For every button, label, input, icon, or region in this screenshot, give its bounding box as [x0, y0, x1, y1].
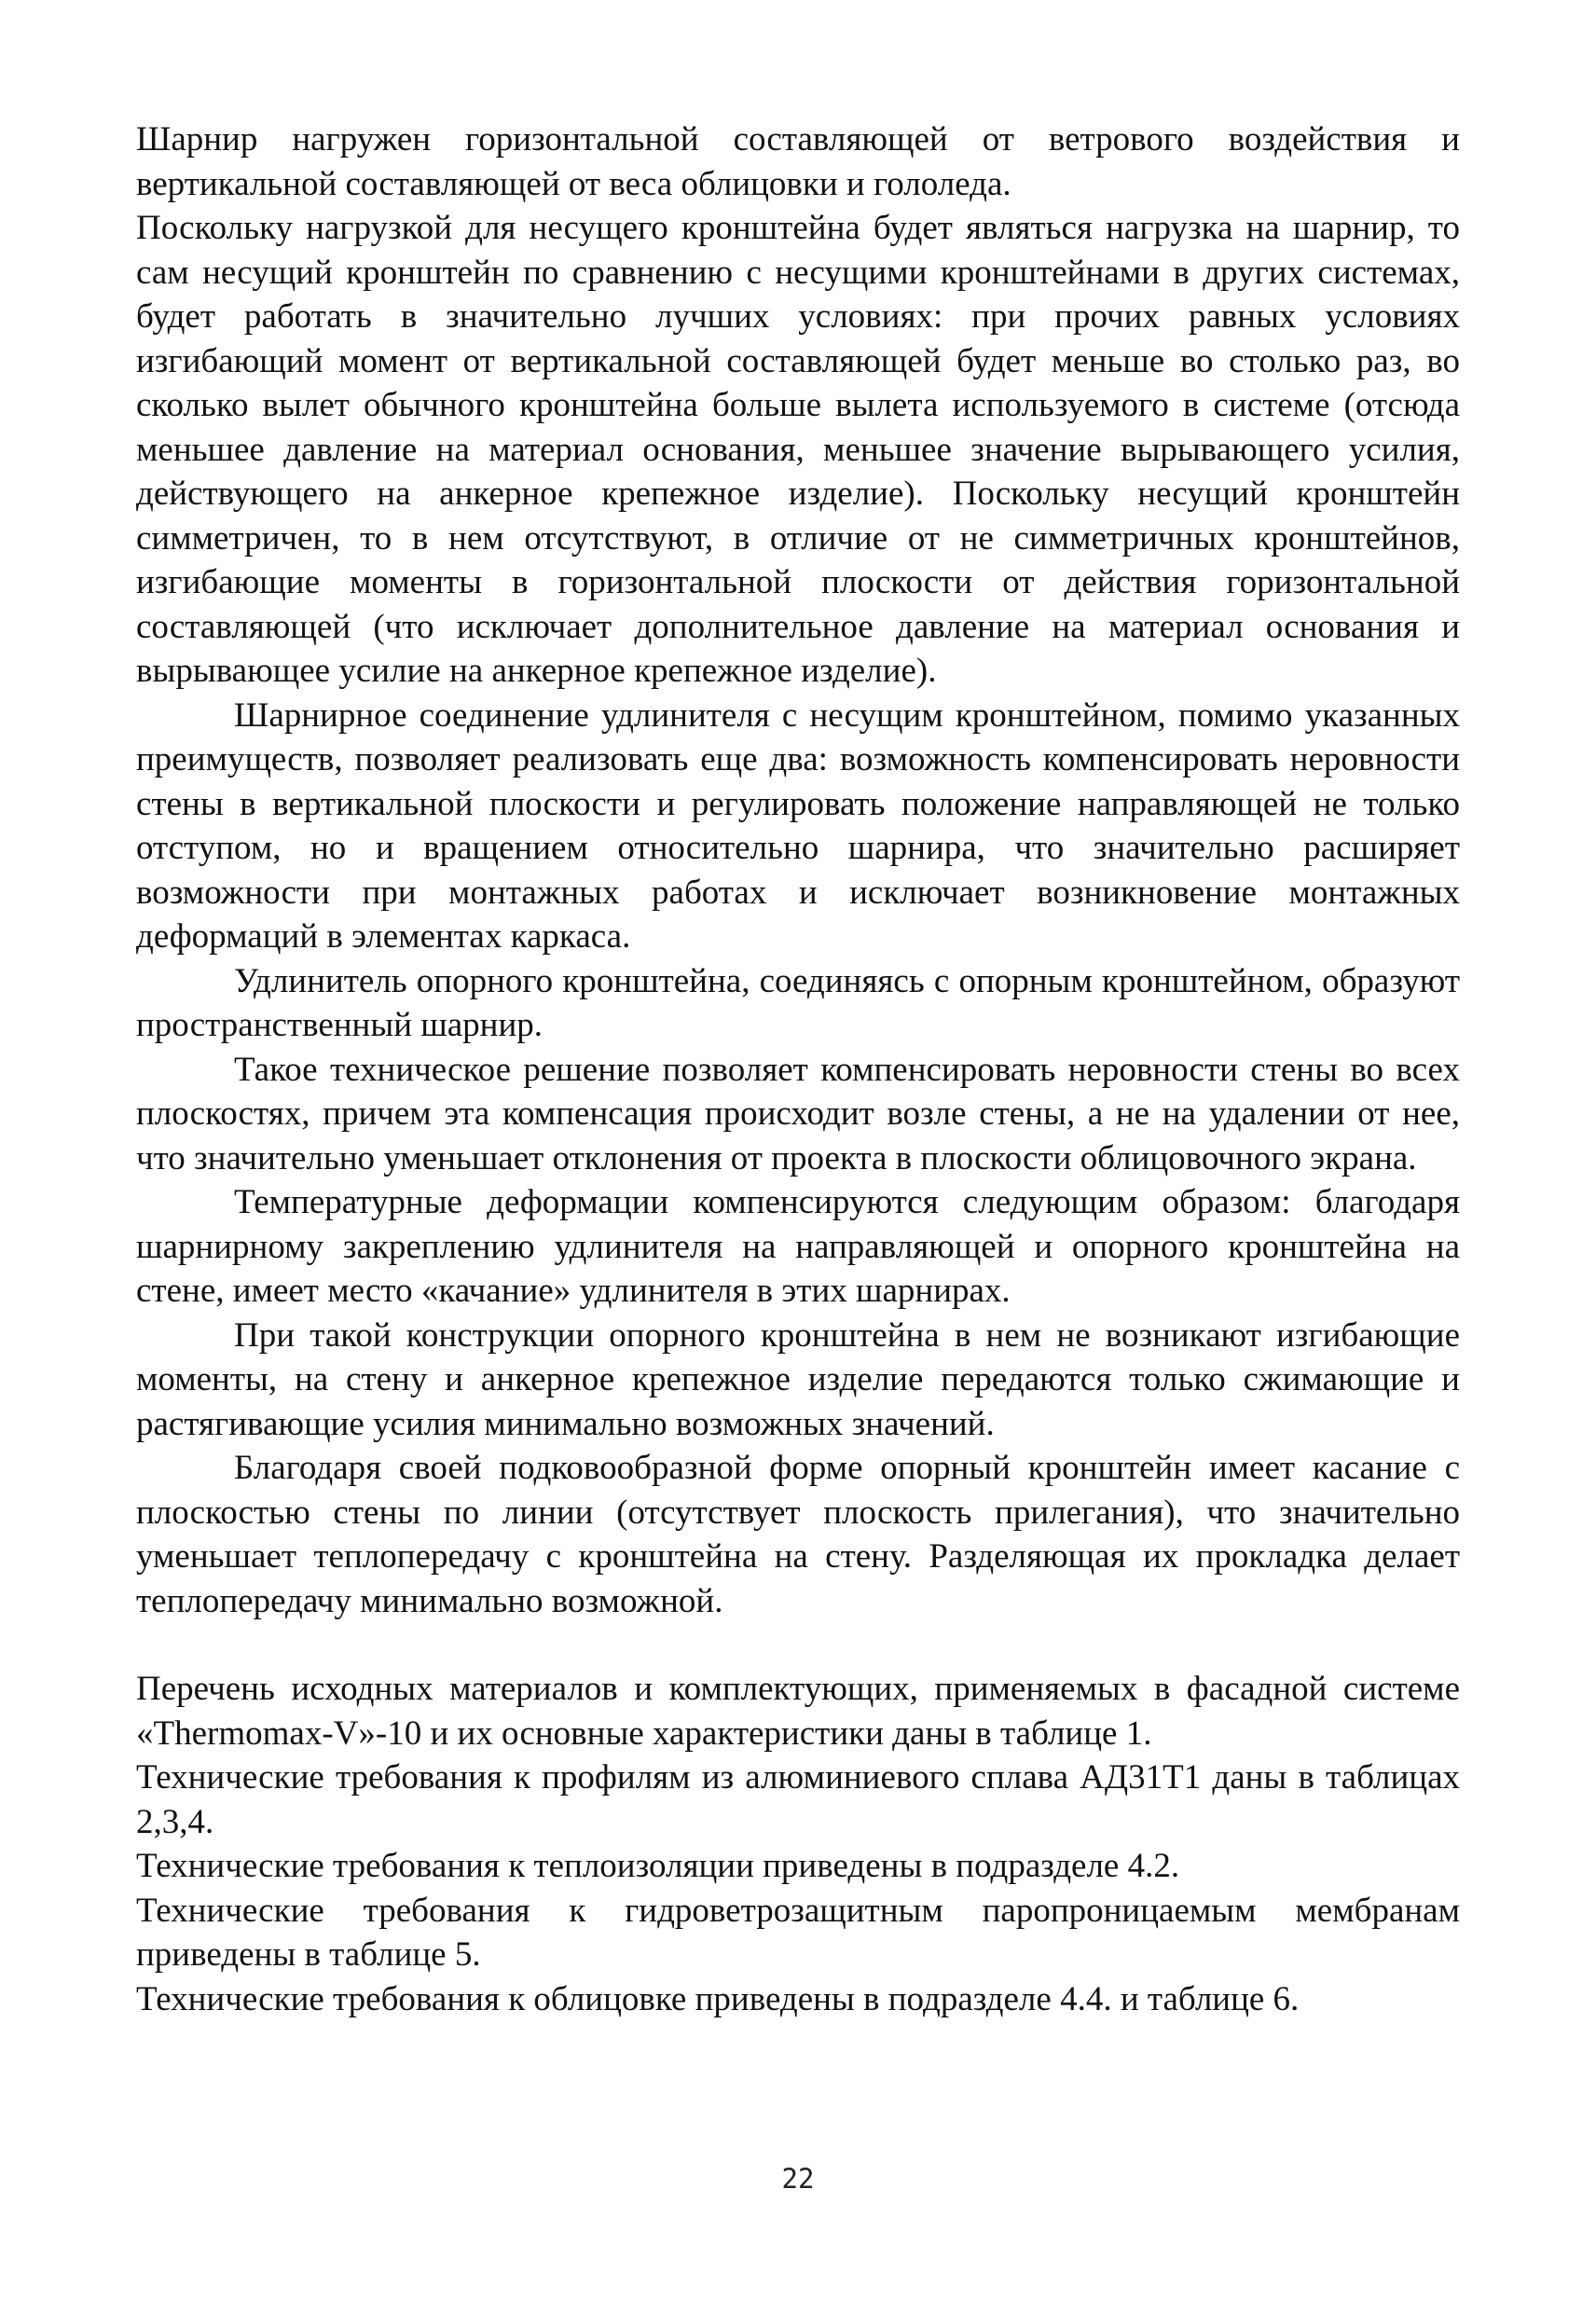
paragraph-hinge-joint: Шарнирное соединение удлинителя с несущим кронштейном, помимо указанных преимуществ, позволяет реализовать еще два: возможность компенсировать неровности стены в вертикальной плоскости и регулировать положение направляющей не только отступом, но и вращением относительно шарнира, что значительно расширяет возможности при монтажных работах и исключает возникновение монтажных деформаций в элементах каркаса.	[136, 695, 1460, 956]
body-text	[136, 117, 1460, 2021]
requirement-insulation: Технические требования к теплоизоляции приведены в подразделе 4.2.	[136, 1847, 1180, 1885]
requirement-materials: Перечень исходных материалов и комплектующих, применяемых в фасадной системе «Thermomax-V»-10 и их основные характеристики даны в таблице 1.	[136, 1670, 1460, 1753]
paragraph-horseshoe: Благодаря своей подковообразной форме опорный кронштейн имеет касание с плоскостью стены по линии (отсутствует плоскость прилегания), что значительно уменьшает теплопередачу с кронштейна на стену. Разделяющая их прокладка делает теплопередачу минимально возможной.	[136, 1449, 1460, 1620]
requirement-profiles: Технические требования к профилям из алюминиевого сплава АД31Т1 даны в таблицах 2,3,4.	[136, 1758, 1460, 1841]
paragraph-bracket-load: Поскольку нагрузкой для несущего кронштейна будет являться нагрузка на шарнир, то сам несущий кронштейн по сравнению с несущими кронштейнами в других системах, будет работать в значительно лучших условиях: при прочих равных условиях изгибающий момент от вертикальной составляющей будет меньше во столько раз, во сколько вылет обычного кронштейна больше вылета используемого в системе (отсюда меньшее давление на материал основания, меньшее значение вырывающего усилия, действующего на анкерное крепежное изделие). Поскольку несущий кронштейн симметричен, то в нем отсутствуют, в отличие от не симметричных кронштейнов, изгибающие моменты в горизонтальной плоскости от действия горизонтальной составляющей (что исключает дополнительное давление на материал основания и вырывающее усилие на анкерное крепежное изделие).	[136, 209, 1460, 690]
paragraph-hinge-load: Шарнир нагружен горизонтальной составляющей от ветрового воздействия и вертикальной составляющей от веса облицовки и гололеда.	[136, 120, 1460, 203]
page-number: 22	[781, 2163, 815, 2195]
requirement-cladding: Технические требования к облицовке приведены в подразделе 4.4. и таблице 6.	[136, 1979, 1300, 2018]
paragraph-temperature: Температурные деформации компенсируются следующим образом: благодаря шарнирному закреплению удлинителя на направляющей и опорного кронштейна на стене, имеет место «качание» удлинителя в этих шарнирах.	[136, 1183, 1460, 1310]
paragraph-technical-solution: Такое техническое решение позволяет компенсировать неровности стены во всех плоскостях, причем эта компенсация происходит возле стены, а не на удалении от нее, что значительно уменьшает отклонения от проекта в плоскости облицовочного экрана.	[136, 1050, 1460, 1177]
section-gap	[136, 1623, 1460, 1667]
paragraph-extender: Удлинитель опорного кронштейна, соединяясь с опорным кронштейном, образуют пространственный шарнир.	[136, 961, 1460, 1044]
requirement-membranes: Технические требования к гидроветрозащитным паропроницаемым мембранам приведены в таблице 5.	[136, 1891, 1460, 1974]
paragraph-construction: При такой конструкции опорного кронштейна в нем не возникают изгибающие моменты, на стену и анкерное крепежное изделие передаются только сжимающие и растягивающие усилия минимально возможных значений.	[136, 1315, 1460, 1443]
